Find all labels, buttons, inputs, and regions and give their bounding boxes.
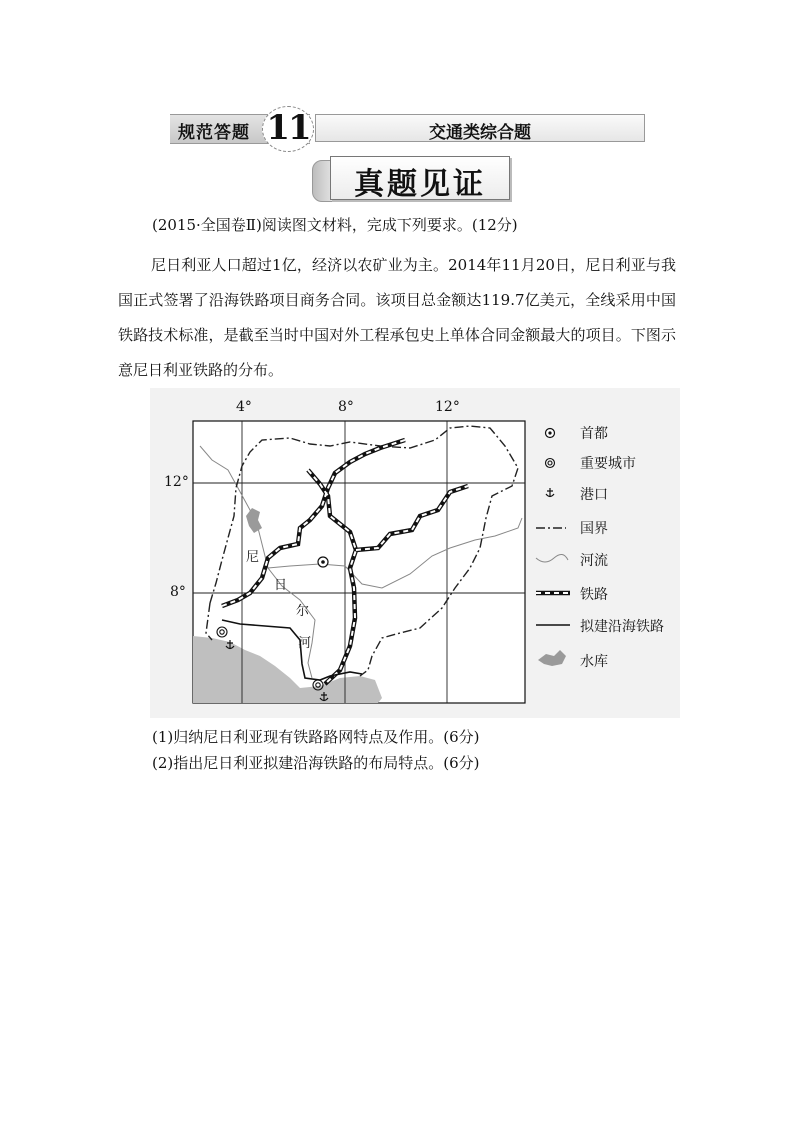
lat-label-8: 8°: [170, 584, 186, 600]
section-banner: [170, 110, 644, 146]
nigeria-railway-map: [150, 388, 680, 718]
river-label-char-3: 尔: [296, 604, 310, 619]
river-label-char-4: 河: [298, 636, 312, 651]
lon-label-8: 8°: [338, 399, 354, 415]
section-title-frame: [330, 156, 510, 200]
banner-topic: 交通类综合题: [429, 123, 531, 143]
legend-border: 国界: [580, 521, 608, 537]
legend-river: 河流: [580, 553, 608, 569]
banner-number: 11: [266, 108, 310, 148]
lat-label-12: 12°: [164, 474, 189, 490]
banner-right: [315, 114, 645, 142]
section-title: 真题见证: [354, 167, 486, 202]
question-2: (2)指出尼日利亚拟建沿海铁路的布局特点。(6分): [152, 754, 480, 772]
legend-major-city: 重要城市: [580, 456, 636, 472]
legend-railway: 铁路: [580, 587, 608, 603]
river-label-char-1: 尼: [246, 550, 260, 565]
river-label-char-2: 日: [274, 578, 288, 593]
question-1: (1)归纳尼日利亚现有铁路路网特点及作用。(6分): [152, 728, 480, 746]
legend-reservoir: 水库: [580, 654, 608, 670]
banner-left-label: 规范答题: [178, 123, 250, 143]
question-intro: (2015·全国卷Ⅱ)阅读图文材料，完成下列要求。(12分): [152, 216, 518, 234]
lon-label-4: 4°: [236, 399, 252, 415]
legend-capital: 首都: [580, 426, 608, 442]
capital-marker: [318, 557, 328, 567]
legend-port: 港口: [580, 487, 608, 503]
banner-number-badge: [262, 106, 314, 152]
lon-label-12: 12°: [435, 399, 460, 415]
material-paragraph: 尼日利亚人口超过1亿，经济以农矿业为主。2014年11月20日，尼日利亚与我国正式签署了沿海铁路项目商务合同。该项目总金额达119.7亿美元，全线采用中国铁路技术标准，是截至当时中国对外工程承包史上单体合同金额最大的项目。下图示意尼日利亚铁路的分布。: [118, 256, 676, 379]
legend-planned-railway: 拟建沿海铁路: [580, 619, 664, 635]
section-title-box: [312, 156, 510, 202]
